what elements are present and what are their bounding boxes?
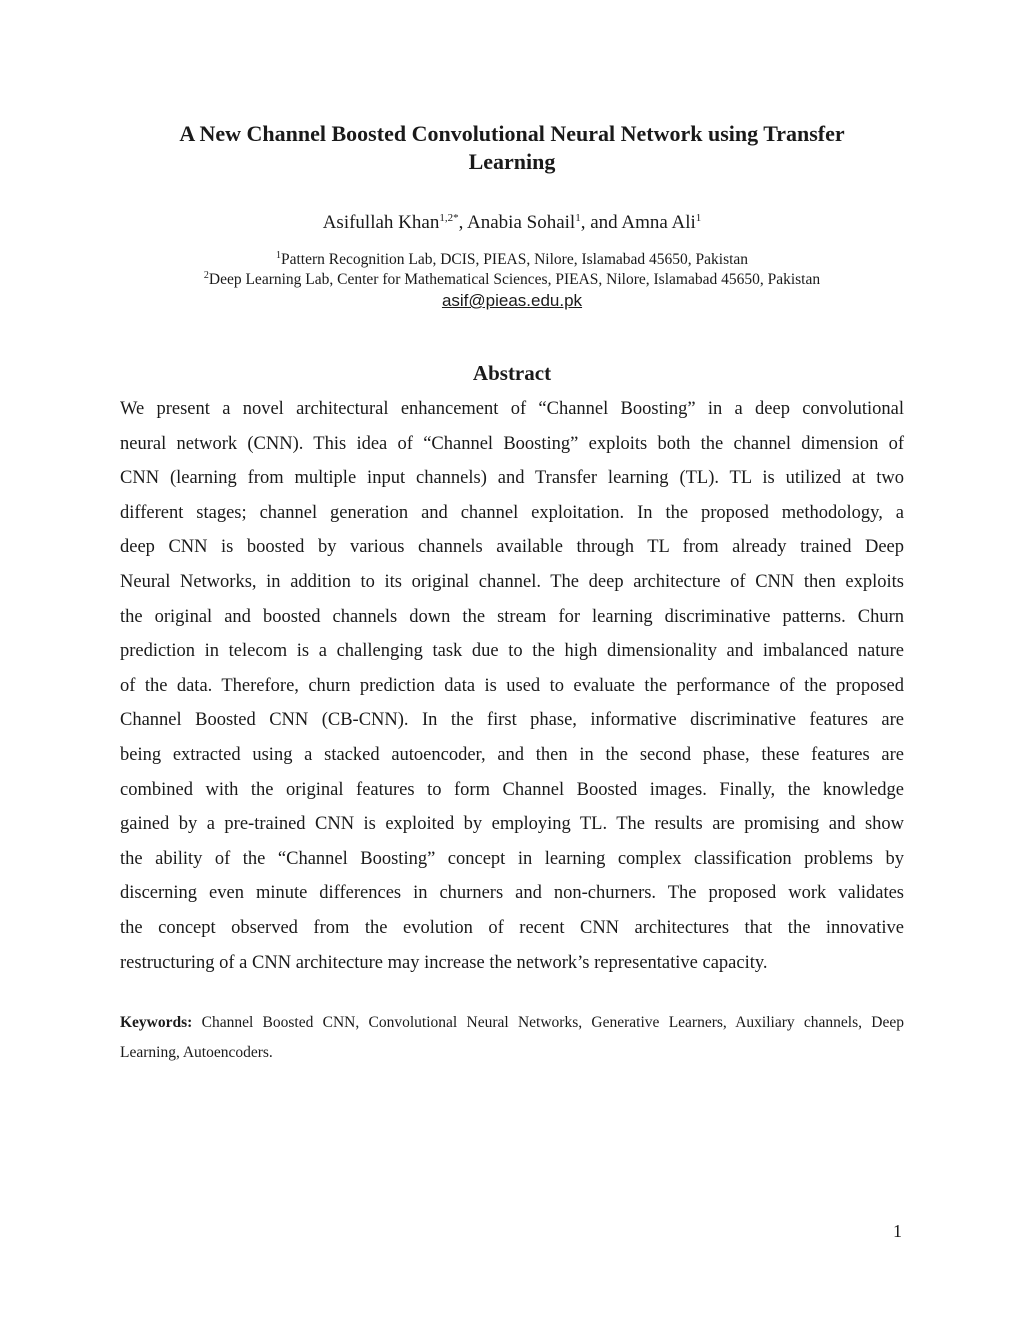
page-number: 1	[893, 1221, 902, 1241]
contact-email	[120, 290, 904, 312]
author-separator: ,	[458, 212, 468, 233]
author-name: Asifullah Khan	[322, 212, 440, 233]
affiliation-mark: 2	[203, 270, 209, 281]
abstract-line: being extracted using a stacked autoencoder, and then in the second phase, these features are	[120, 744, 904, 765]
abstract-line: the concept observed from the evolution of recent CNN architectures that the innovative	[120, 917, 904, 938]
abstract-line: combined with the original features to form Channel Boosted images. Finally, the knowledge	[120, 779, 904, 800]
abstract-line: Channel Boosted CNN (CB-CNN). In the first phase, informative discriminative features are	[120, 710, 904, 731]
keywords-label: Keywords:	[120, 1014, 193, 1031]
author-affiliation-mark: 1	[575, 212, 581, 224]
abstract-line: gained by a pre-trained CNN is exploited by employing TL. The results are promising and show	[120, 814, 904, 835]
abstract-line: restructuring of a CNN architecture may increase the network’s representative capacity.	[120, 952, 768, 973]
affiliation-line	[120, 250, 904, 270]
abstract-line: neural network (CNN). This idea of “Channel Boosting” exploits both the channel dimension of	[120, 433, 904, 454]
abstract-line: discerning even minute differences in churners and non-churners. The proposed work validates	[120, 883, 904, 904]
author-name: Amna Ali	[621, 212, 696, 233]
keywords-block	[120, 1008, 904, 1068]
affiliation-mark: 1	[275, 250, 281, 261]
abstract-line: prediction in telecom is a challenging task due to the high dimensionality and imbalanced nature	[120, 641, 904, 662]
author-affiliation-mark: 1	[695, 212, 702, 224]
abstract-line: We present a novel architectural enhancement of “Channel Boosting” in a deep convolutional	[120, 399, 904, 419]
abstract-heading: Abstract	[472, 361, 552, 385]
affiliation-line	[120, 270, 904, 290]
abstract-line: deep CNN is boosted by various channels available through TL from already trained Deep	[120, 537, 904, 558]
abstract-line: of the data. Therefore, churn prediction data is used to evaluate the performance of the proposed	[120, 675, 904, 696]
keywords-line	[120, 1008, 904, 1038]
author-affiliation-mark: 1,2*	[439, 212, 459, 224]
abstract-line: the ability of the “Channel Boosting” concept in learning complex classification problems by	[120, 848, 904, 869]
paper-title-line-2: Learning	[468, 149, 556, 174]
abstract-line: the original and boosted channels down the stream for learning discriminative patterns. Churn	[120, 606, 904, 627]
author-name: Anabia Sohail	[467, 212, 576, 233]
email-link[interactable]: asif@pieas.edu.pk	[441, 291, 583, 310]
affiliation-text: Pattern Recognition Lab, DCIS, PIEAS, Nilore, Islamabad 45650, Pakistan	[280, 251, 749, 268]
keywords-text: Channel Boosted CNN, Convolutional Neural Networks, Generative Learners, Auxiliary channels, Deep	[192, 1014, 904, 1031]
author-list	[120, 211, 904, 235]
keywords-line: Learning, Autoencoders.	[120, 1044, 273, 1061]
paper-title	[120, 120, 904, 176]
author-separator: , and	[580, 212, 622, 233]
abstract-line: Neural Networks, in addition to its original channel. The deep architecture of CNN then exploits	[120, 571, 904, 592]
abstract-line: different stages; channel generation and channel exploitation. In the proposed methodology, a	[120, 502, 904, 523]
paper-title-line-1: A New Channel Boosted Convolutional Neural Network using Transfer	[179, 121, 845, 146]
abstract-line: CNN (learning from multiple input channels) and Transfer learning (TL). TL is utilized at two	[120, 468, 904, 489]
abstract-body	[120, 392, 904, 980]
affiliation-text: Deep Learning Lab, Center for Mathematical Sciences, PIEAS, Nilore, Islamabad 45650, Pakistan	[208, 271, 821, 288]
